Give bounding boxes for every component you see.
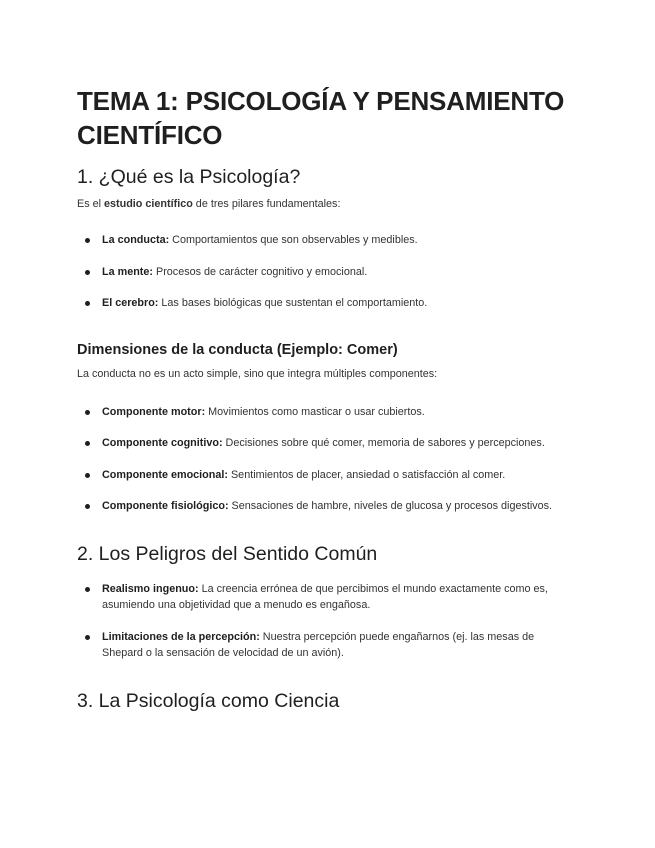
components-list: [77, 404, 577, 515]
bullet-icon: [85, 270, 90, 275]
item-text: Procesos de carácter cognitivo y emocional.: [153, 265, 368, 278]
intro-text: de tres pilares fundamentales:: [192, 198, 341, 210]
subsection-heading: Dimensiones de la conducta (Ejemplo: Comer): [77, 341, 398, 358]
item-term: El cerebro:: [102, 297, 159, 309]
section-heading-3: 3. La Psicología como Ciencia: [77, 689, 340, 712]
pillars-list: [77, 232, 577, 312]
item-text: Decisiones sobre qué comer, memoria de sabores y percepciones.: [222, 437, 545, 449]
bullet-icon: [85, 635, 90, 640]
item-term: Componente fisiológico:: [102, 500, 229, 512]
intro-text: Es el: [77, 198, 105, 210]
item-term: Componente cognitivo:: [102, 437, 223, 449]
item-term: Componente motor:: [102, 405, 206, 418]
list-item: [77, 404, 577, 421]
item-text: Nuestra percepción puede engañarnos (ej. las mesas de Shepard o la sensación de velocidad de un avión).: [102, 630, 535, 659]
list-item: [77, 232, 577, 249]
list-item: [77, 629, 577, 662]
item-term: Limitaciones de la percepción:: [102, 630, 260, 643]
item-text: Comportamientos que son observables y medibles.: [169, 234, 418, 246]
bullet-icon: [85, 238, 90, 243]
bullet-icon: [85, 473, 90, 478]
list-item: [77, 581, 577, 614]
list-item: [77, 498, 577, 515]
bullet-icon: [85, 301, 90, 306]
bullet-icon: [85, 587, 90, 592]
bullet-icon: [85, 504, 90, 509]
document-title: TEMA 1: PSICOLOGÍA Y PENSAMIENTO CIENTÍFICO: [77, 86, 565, 150]
item-text: La creencia errónea de que percibimos el mundo exactamente como es, asumiendo una objetividad que a menudo es engañosa.: [102, 582, 548, 611]
item-term: Realismo ingenuo:: [102, 582, 199, 595]
intro-bold-text: estudio científico: [104, 198, 193, 210]
common-sense-list: [77, 581, 577, 662]
list-item: [77, 435, 577, 452]
item-term: Componente emocional:: [102, 468, 228, 481]
section-heading-2: 2. Los Peligros del Sentido Común: [77, 542, 378, 565]
bullet-icon: [85, 410, 90, 415]
section-heading-1: 1. ¿Qué es la Psicología?: [77, 166, 301, 188]
list-item: [77, 264, 577, 281]
item-text: Sentimientos de placer, ansiedad o satisfacción al comer.: [227, 468, 506, 481]
subsection-intro: La conducta no es un acto simple, sino que integra múltiples componentes:: [77, 367, 438, 380]
item-term: La mente:: [102, 265, 153, 278]
list-item: [77, 295, 577, 312]
section-1-intro: [77, 196, 577, 212]
item-text: Las bases biológicas que sustentan el comportamiento.: [158, 297, 428, 309]
item-text: Movimientos como masticar o usar cubiertos.: [205, 405, 425, 418]
item-text: Sensaciones de hambre, niveles de glucosa y procesos digestivos.: [228, 500, 553, 512]
item-term: La conducta:: [102, 234, 170, 246]
list-item: [77, 467, 577, 484]
bullet-icon: [85, 441, 90, 446]
